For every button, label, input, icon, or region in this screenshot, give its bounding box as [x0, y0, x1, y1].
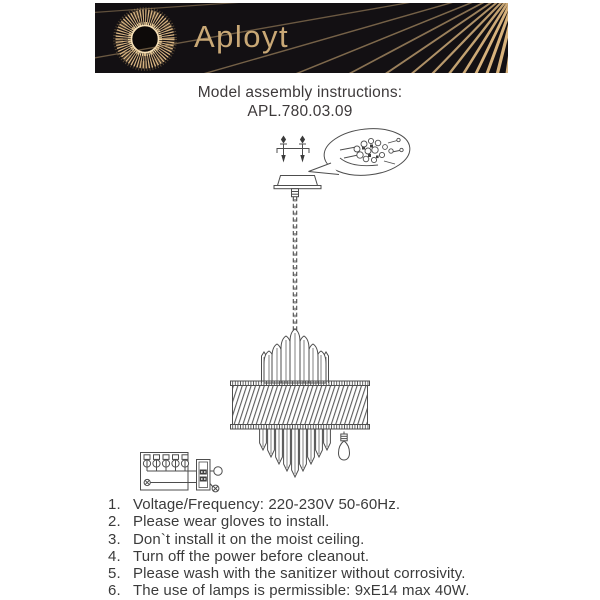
list-item	[95, 531, 515, 548]
crystal-crown-icon	[262, 329, 329, 383]
list-item	[95, 565, 515, 582]
item-number: 5.	[108, 565, 121, 583]
model-code: APL.780.03.09	[247, 102, 353, 120]
item-number: 6.	[108, 582, 121, 600]
brand-name: Aployt	[194, 19, 290, 54]
item-number: 1.	[108, 496, 121, 513]
item-number: 3.	[108, 530, 121, 548]
mounting-bracket-icon	[277, 149, 309, 154]
list-item	[95, 548, 515, 565]
list-item	[95, 582, 515, 599]
pleated-drum-shade-icon	[231, 381, 370, 429]
item-text: Turn off the power before cleanout.	[133, 547, 370, 565]
suspension-chain-icon	[293, 197, 296, 332]
item-number: 2.	[108, 513, 121, 531]
terminal-block-wiring-diagram	[141, 453, 223, 492]
candle-bulb-icon	[339, 432, 350, 461]
item-text: Please wash with the sanitizer without corrosivity.	[133, 565, 466, 583]
list-item	[95, 496, 515, 513]
instructions-list	[95, 496, 515, 600]
item-text: Please wear gloves to install.	[133, 513, 330, 531]
page-title: Model assembly instructions:	[197, 84, 403, 101]
ceiling-canopy-icon	[274, 176, 321, 197]
hanging-crystal-prisms-icon	[260, 429, 331, 477]
item-text: The use of lamps is permissible: 9xE14 max 40W.	[133, 582, 470, 600]
wiring-detail-callout	[309, 125, 413, 180]
item-text: Voltage/Frequency: 220-230V 50-60Hz.	[133, 496, 401, 513]
item-number: 4.	[108, 547, 121, 565]
item-text: Don`t install it on the moist ceiling.	[133, 530, 365, 548]
list-item	[95, 513, 515, 530]
